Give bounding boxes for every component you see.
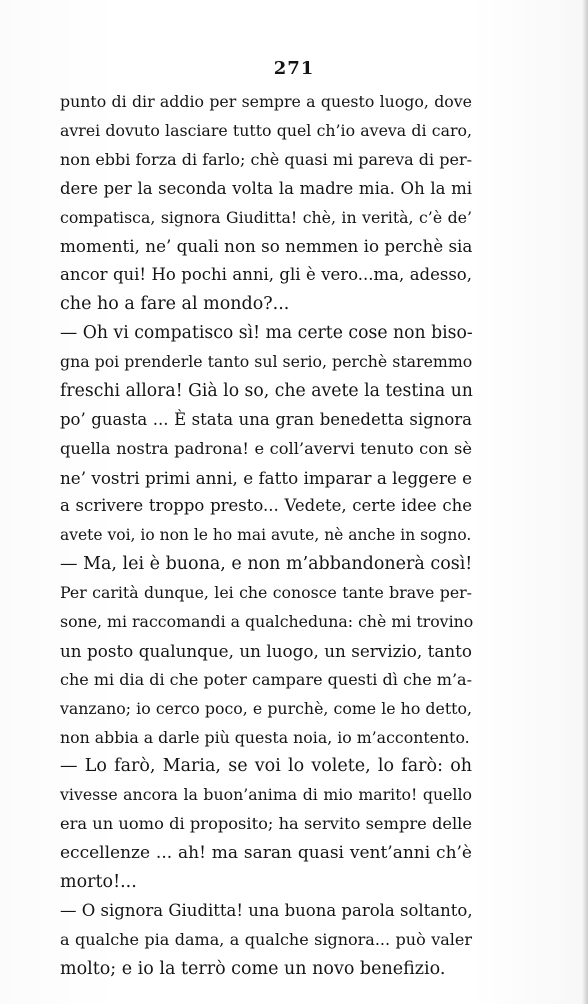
text-line: avrei dovuto lasciare tutto quel ch’io aveva di caro, bbox=[60, 120, 472, 140]
text-line: Per carità dunque, lei che conosce tante brave per- bbox=[60, 583, 472, 603]
text-line: — O signora Giuditta! una buona parola soltanto, bbox=[60, 900, 473, 920]
text-line: che ho a fare al mondo?... bbox=[60, 294, 290, 315]
text-line: ancor qui! Ho pochi anni, gli è vero...ma, adesso, bbox=[60, 265, 472, 285]
text-line: eccellenze ... ah! ma saran quasi vent’anni ch’è bbox=[60, 843, 472, 864]
text-line: quella nostra padrona! e coll’avervi tenuto con sè bbox=[60, 438, 472, 458]
text-line: avete voi, io non le ho mai avute, nè anche in sogno. bbox=[60, 526, 472, 545]
text-line: a qualche pia dama, a qualche signora... può valer bbox=[60, 929, 472, 949]
text-line: che mi dia di che poter campare questi dì che m’a- bbox=[60, 669, 472, 689]
text-line: morto!... bbox=[60, 872, 137, 893]
text-line: — Lo farò, Maria, se voi lo volete, lo farò: oh bbox=[60, 756, 472, 777]
text-line: gna poi prenderle tanto sul serio, perchè staremmo bbox=[60, 352, 473, 372]
text-line: a scrivere troppo presto... Vedete, certe idee che bbox=[60, 496, 472, 516]
text-line: era un uomo di proposito; ha servito sempre delle bbox=[60, 814, 472, 834]
text-line: dere per la seconda volta la madre mia. Oh la mi bbox=[60, 178, 472, 198]
text-line: vanzano; io cerco poco, e purchè, come le ho detto, bbox=[60, 698, 472, 718]
text-line: compatisca, signora Giuditta! chè, in verità, c’è de’ bbox=[60, 207, 472, 227]
text-line: freschi allora! Già lo so, che avete la testina un bbox=[60, 380, 473, 401]
text-line: un posto qualunque, un luogo, un servizio, tanto bbox=[60, 640, 472, 661]
body-text bbox=[60, 88, 472, 984]
text-line: momenti, ne’ quali non so nemmen io perchè sia bbox=[60, 236, 473, 257]
text-line: po’ guasta ... È stata una gran benedetta signora bbox=[60, 409, 472, 429]
text-line: vivesse ancora la buon’anima di mio marito! quello bbox=[60, 785, 472, 805]
text-line: — Ma, lei è buona, e non m’abbandonerà così! bbox=[60, 554, 473, 575]
page-edge-shadow bbox=[582, 0, 588, 1004]
text-line: — Oh vi compatisco sì! ma certe cose non biso- bbox=[60, 323, 473, 344]
text-line: non abbia a darle più questa noia, io m’accontento. bbox=[60, 727, 470, 747]
text-line: molto; e io la terrò come un novo benefizio. bbox=[60, 958, 446, 979]
text-line: punto di dir addio per sempre a questo luogo, dove bbox=[60, 92, 472, 111]
text-line: sone, mi raccomandi a qualcheduna: chè mi trovino bbox=[60, 612, 474, 632]
text-line: ne’ vostri primi anni, e fatto imparar a leggere e bbox=[60, 467, 472, 488]
page-number: 271 bbox=[273, 58, 315, 79]
text-line: non ebbi forza di farlo; chè quasi mi pareva di per- bbox=[60, 149, 472, 169]
